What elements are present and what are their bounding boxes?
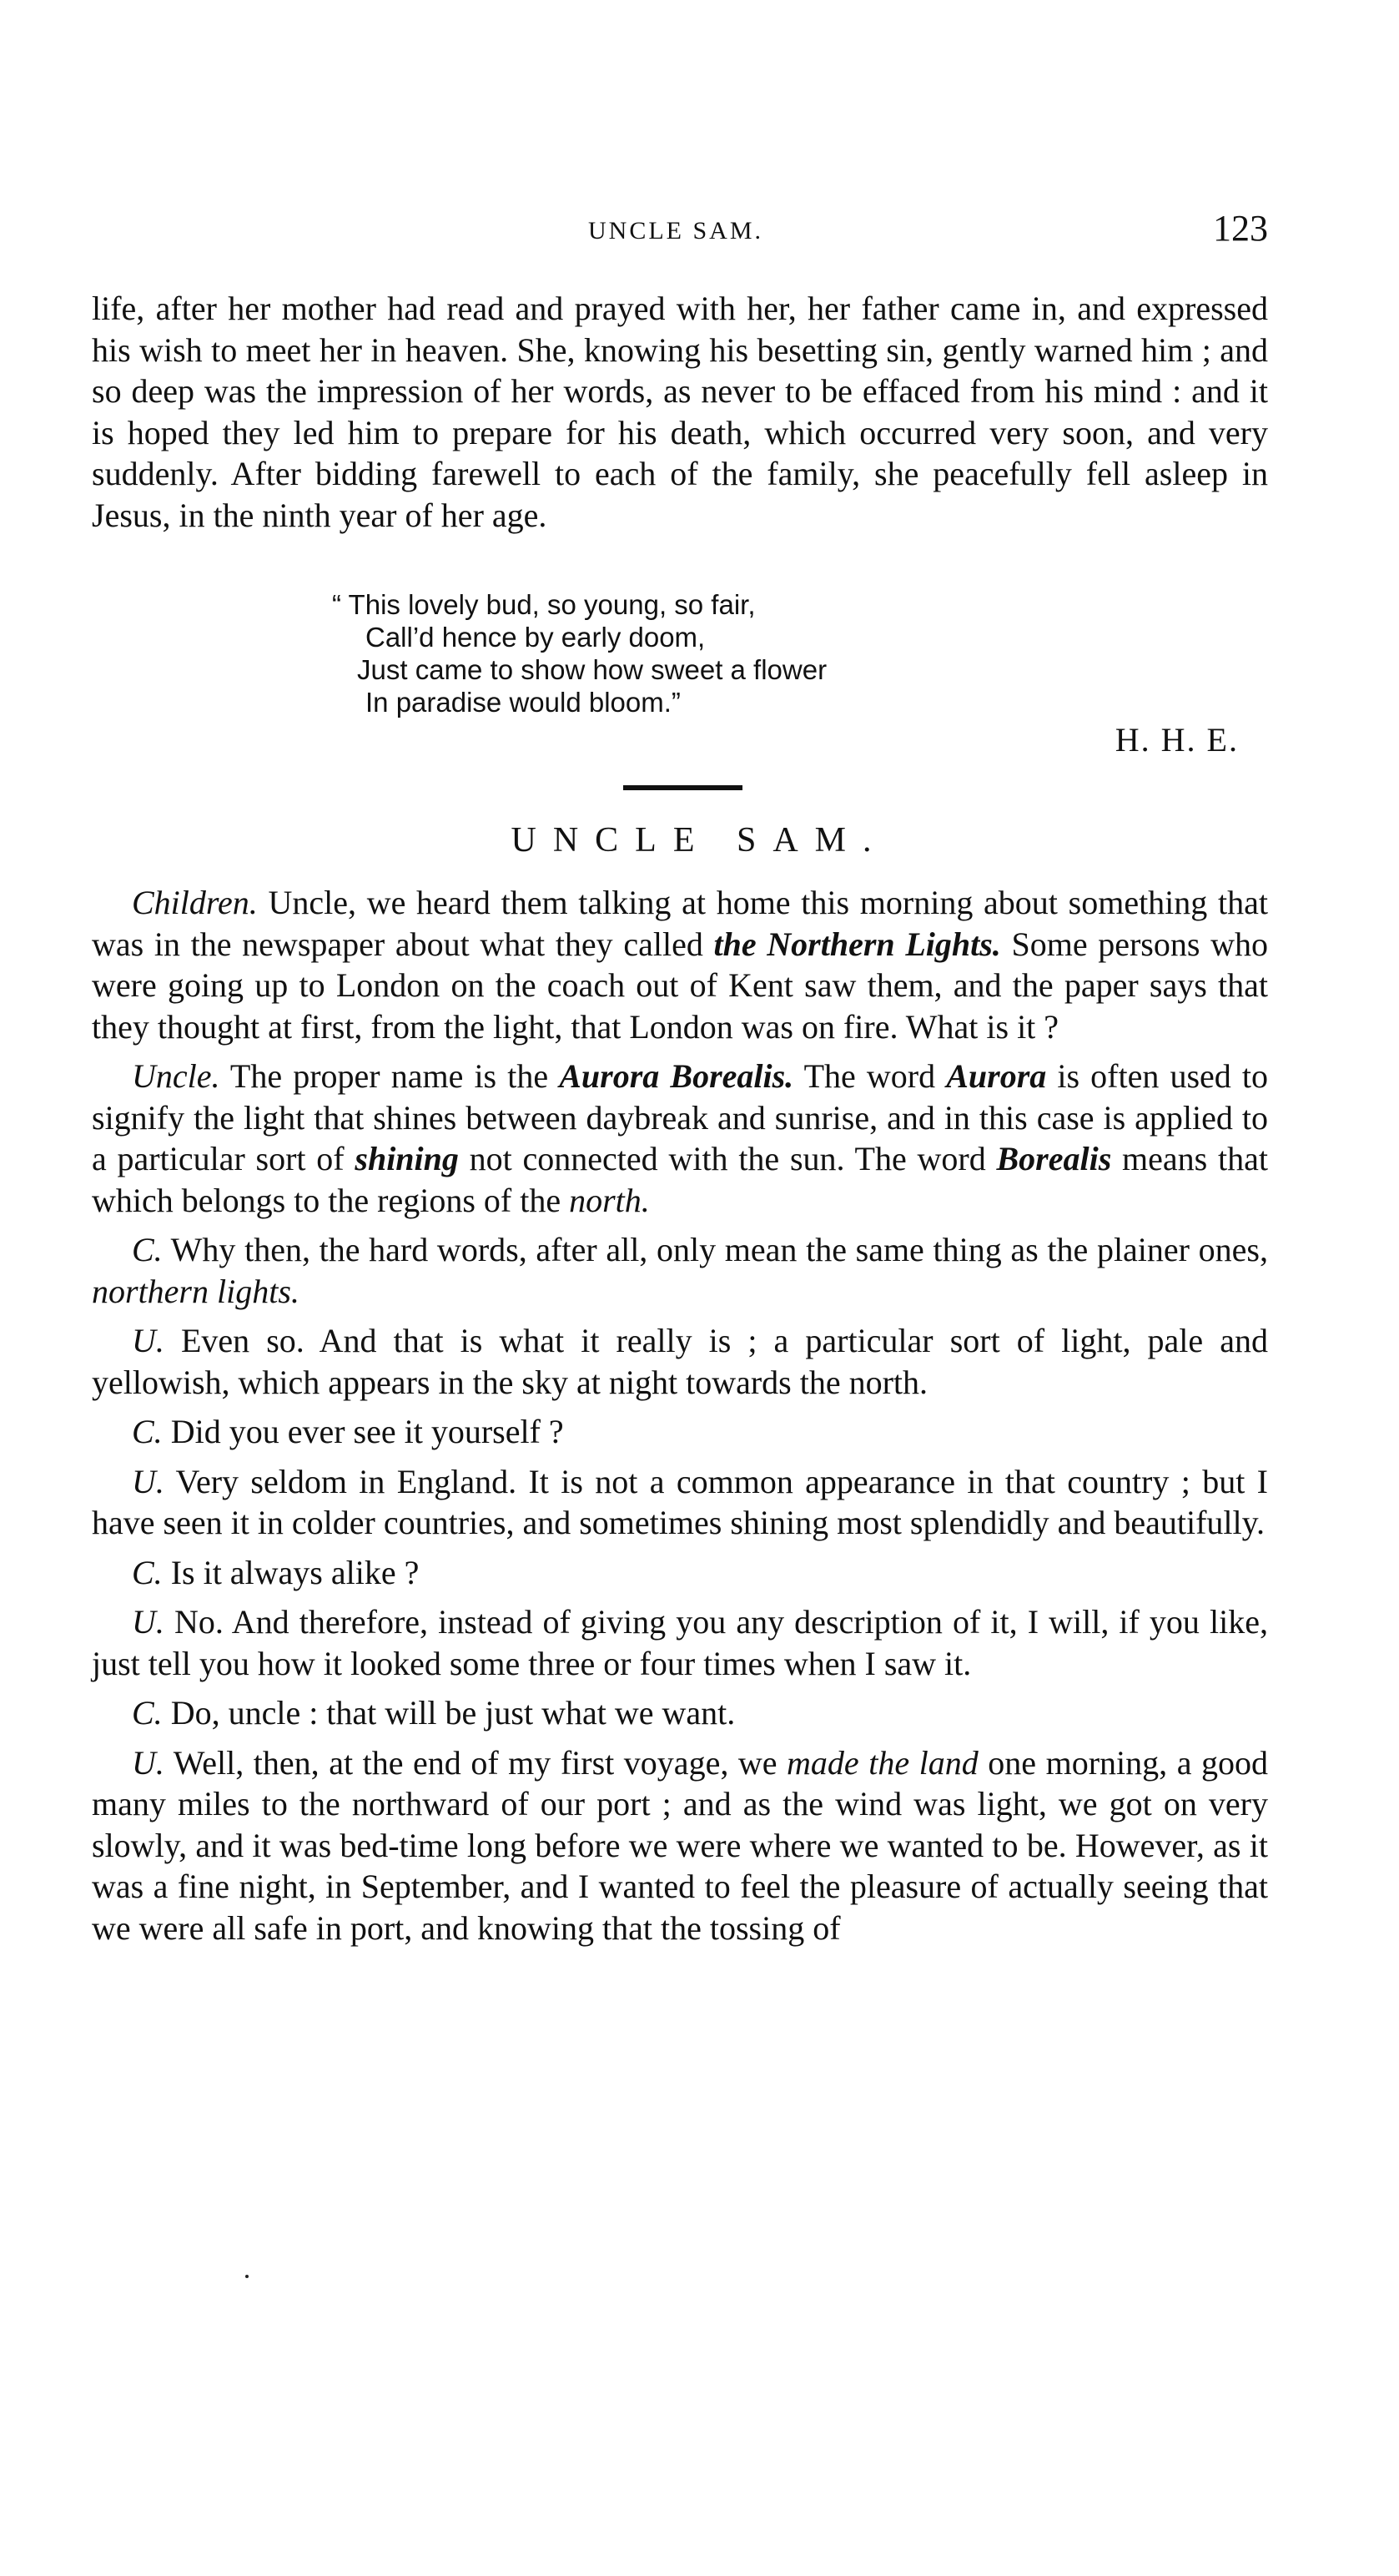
paragraph-text: The word	[793, 1057, 947, 1095]
speaker-label: C.	[132, 1553, 163, 1591]
dialogue-paragraph	[92, 882, 1268, 1047]
paragraph-text: Is it always alike ?	[162, 1553, 420, 1591]
dialogue-text-block	[92, 882, 1268, 1948]
poem-line: “ This lovely bud, so young, so fair,	[332, 589, 756, 620]
paragraph-text: Uncle, we heard them talking at home this morning about something that was in the newspaper about what they called	[92, 884, 1268, 963]
speaker-label: U.	[132, 1462, 164, 1500]
paragraph-text: Did you ever see it yourself ?	[162, 1413, 564, 1450]
running-head	[83, 207, 1268, 257]
section-title: UNCLE SAM.	[511, 821, 888, 860]
speaker-label: C.	[132, 1231, 163, 1268]
emphasis-text: shining	[355, 1140, 459, 1177]
opening-paragraph: life, after her mother had read and prayed with her, her father came in, and expressed his wish to meet her in heaven. She, knowing his besetting sin, gently warned him ; and so deep was the impression of her words, as never to be effaced from his mind : and it is hoped they led him to prepare for his death, which occurred very soon, and very suddenly. After bidding farewell to each of the family, she peacefully fell asleep in Jesus, in the ninth year of her age.	[92, 290, 1268, 534]
speaker-label: U.	[132, 1743, 164, 1782]
paragraph-text: The proper name is the	[219, 1057, 560, 1095]
paragraph-text: not connected with the sun. The word	[458, 1140, 997, 1177]
paragraph-text: means that which belongs to the regions of the	[92, 1140, 1268, 1219]
poem-line: Just came to show how sweet a flower	[357, 654, 828, 685]
page-number: 123	[1213, 208, 1268, 249]
emphasis-text: northern lights.	[92, 1272, 299, 1310]
speaker-label: U.	[132, 1322, 164, 1359]
emphasis-text: made the land	[787, 1743, 979, 1782]
poem-line: Call’d hence by early doom,	[365, 622, 706, 653]
running-title: UNCLE SAM.	[587, 217, 763, 244]
dialogue-paragraph	[92, 1320, 1268, 1403]
dialogue-paragraph	[92, 1461, 1268, 1544]
speaker-label: C.	[132, 1413, 163, 1450]
emphasis-text: Aurora	[946, 1057, 1047, 1095]
paragraph-text: one morning, a good many miles to the northward of our port ; and as the wind was light, we got on very slowly, and it was bed-time long before we were where we wanted to be. However, as it was a fine night, in September, and I wanted to feel the pleasure of actually seeing that we were all safe in port, and knowing that the tossing of	[92, 1743, 1268, 1947]
dialogue-paragraph	[92, 1692, 1268, 1734]
speaker-label: Children.	[132, 884, 258, 921]
section-divider-rule	[623, 785, 742, 790]
dialogue-paragraph	[92, 1742, 1268, 1949]
emphasis-text: Borealis	[996, 1140, 1112, 1177]
paragraph-text: Very seldom in England. It is not a common appearance in that country ; but I have seen it in colder countries, and sometimes shining most splendidly and beautifully.	[92, 1462, 1268, 1541]
dialogue-paragraph	[92, 1229, 1268, 1312]
dialogue-paragraph	[92, 1601, 1268, 1684]
speaker-label: C.	[132, 1694, 163, 1732]
speaker-label: U.	[132, 1603, 164, 1641]
print-speck	[245, 2275, 249, 2278]
paragraph-text: Why then, the hard words, after all, only mean the same thing as the plainer ones,	[162, 1231, 1268, 1268]
speaker-label: Uncle.	[132, 1057, 220, 1095]
poem-line: In paradise would bloom.”	[365, 687, 681, 718]
paragraph-text: Even so. And that is what it really is ; a particular sort of light, pale and yellowish, which appears in the sky at night towards the north.	[92, 1322, 1268, 1401]
author-initials: H. H. E.	[1115, 721, 1239, 759]
paragraph-text: is often used to signify the light that shines between daybreak and sunrise, and in this case is applied to a particular sort of	[92, 1057, 1269, 1177]
dialogue-paragraph	[92, 1552, 1268, 1594]
paragraph-text: Well, then, at the end of my first voyage, we	[164, 1743, 788, 1782]
emphasis-text: the Northern Lights.	[713, 925, 1001, 963]
emphasis-text: Aurora Borealis.	[559, 1057, 794, 1095]
dialogue-paragraph	[92, 1411, 1268, 1453]
paragraph-text: Some persons who were going up to London on the coach out of Kent saw them, and the paper says that they thought at first, from the light, that London was on fire. What is it ?	[92, 925, 1268, 1046]
dialogue-paragraph	[92, 1056, 1268, 1221]
emphasis-text: north.	[569, 1181, 650, 1219]
paragraph-text: Do, uncle : that will be just what we want.	[162, 1694, 736, 1732]
opening-text-block	[92, 288, 1268, 536]
poem-quote	[332, 588, 827, 718]
paragraph-text: No. And therefore, instead of giving you any description of it, I will, if you like, just tell you how it looked some three or four times when I saw it.	[92, 1603, 1268, 1682]
